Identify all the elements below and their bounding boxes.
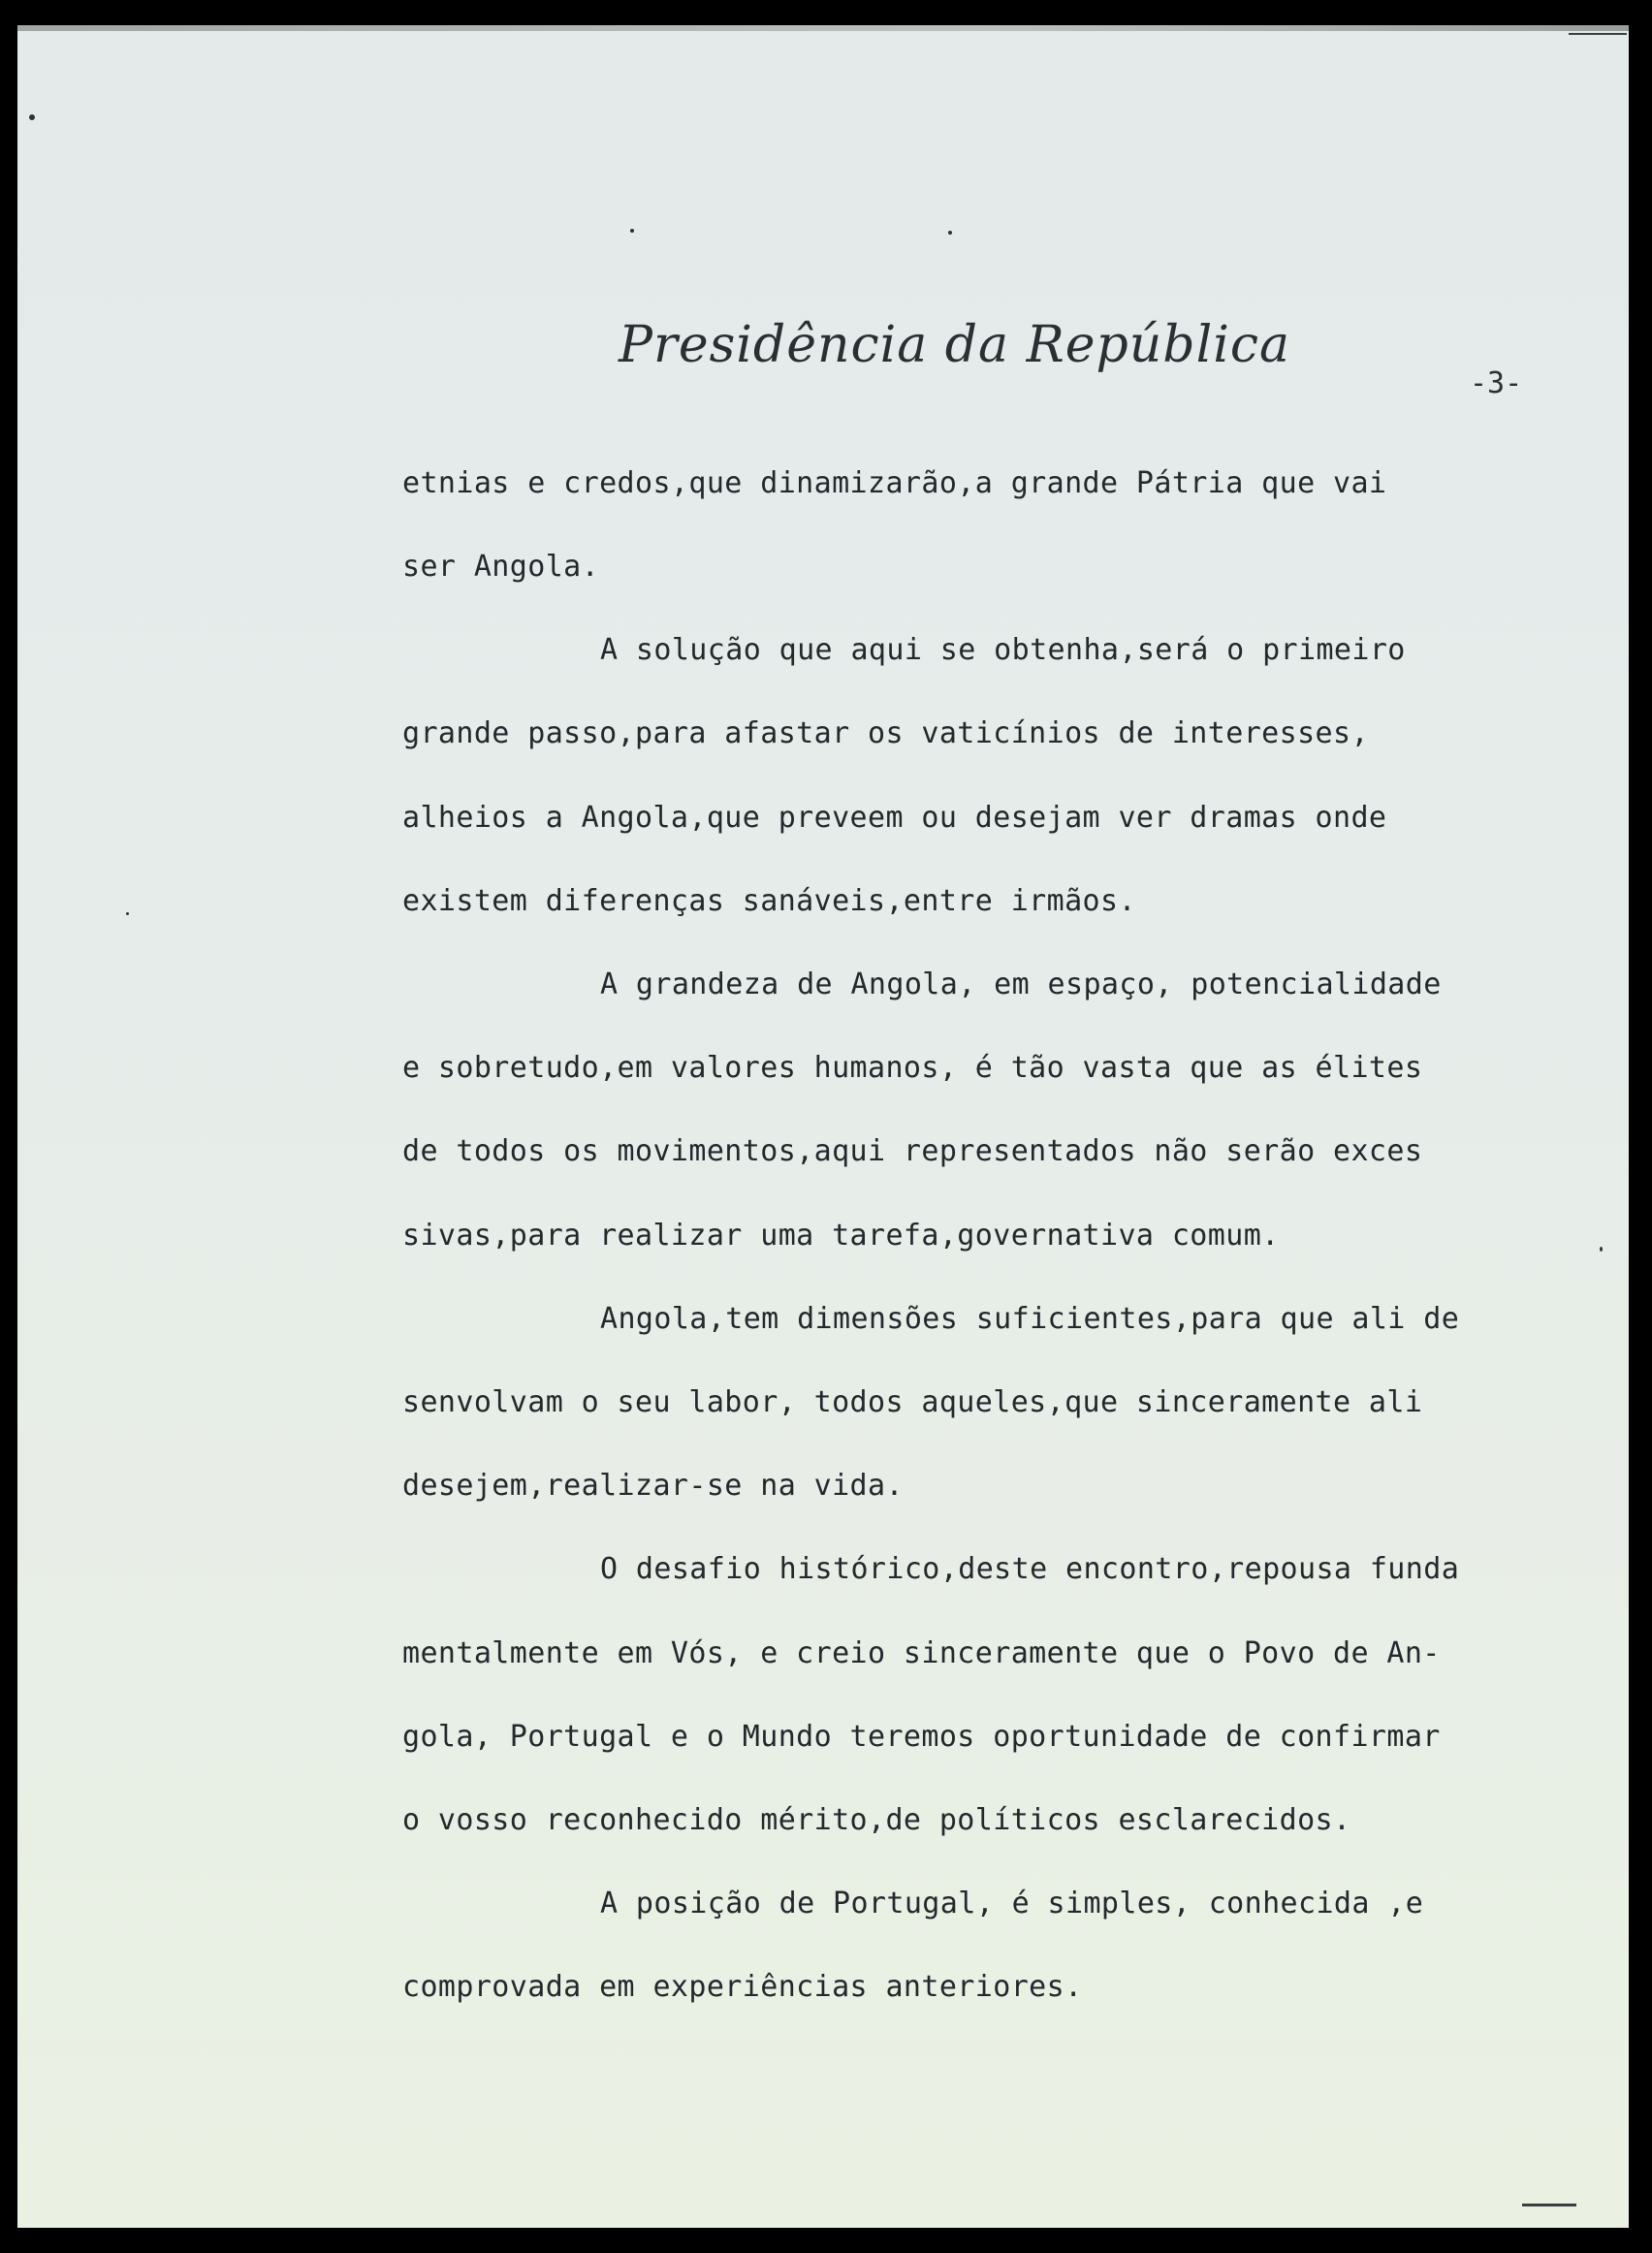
scan-mark [1569,33,1627,35]
text-line: A grandeza de Angola, em espaço, potencialidade [600,968,1442,1001]
text-line: grande passo,para afastar os vaticínios de interesses, [402,716,1369,750]
page-number: -3- [1470,366,1523,400]
text-line: sivas,para realizar uma tarefa,governativa comum. [402,1219,1280,1253]
letterhead: Presidência da República [619,316,1290,374]
scan-speck [126,912,129,915]
text-line: ser Angola. [402,550,600,584]
text-line: alheios a Angola,que preveem ou desejam ver dramas onde [402,801,1387,835]
scan-speck [948,231,952,235]
text-line: O desafio histórico,deste encontro,repousa funda [600,1552,1460,1586]
text-line: desejem,realizar-se na vida. [402,1469,904,1503]
scan-mark [1522,2204,1576,2206]
text-line: mentalmente em Vós, e creio sinceramente que o Povo de An- [402,1636,1441,1670]
text-line: e sobretudo,em valores humanos, é tão vasta que as élites [402,1051,1423,1085]
document-page [17,25,1629,2228]
text-line: A solução que aqui se obtenha,será o primeiro [600,633,1406,667]
scan-speck [29,114,35,120]
scan-speck [630,229,634,233]
text-line: existem diferenças sanáveis,entre irmãos. [402,884,1136,918]
text-line: Angola,tem dimensões suficientes,para que ali de [600,1302,1460,1336]
text-line: o vosso reconhecido mérito,de políticos esclarecidos. [402,1803,1351,1837]
text-line: senvolvam o seu labor, todos aqueles,que sinceramente ali [402,1385,1423,1419]
text-line: gola, Portugal e o Mundo teremos oportunidade de confirmar [402,1720,1441,1754]
text-line: etnias e credos,que dinamizarão,a grande Pátria que vai [402,466,1387,500]
typed-body [17,25,1629,2228]
text-line: A posição de Portugal, é simples, conhecida ,e [600,1887,1424,1920]
text-line: comprovada em experiências anteriores. [402,1970,1083,2004]
text-line: de todos os movimentos,aqui representados não serão exces [402,1134,1423,1168]
scan-speck [1600,1247,1603,1252]
